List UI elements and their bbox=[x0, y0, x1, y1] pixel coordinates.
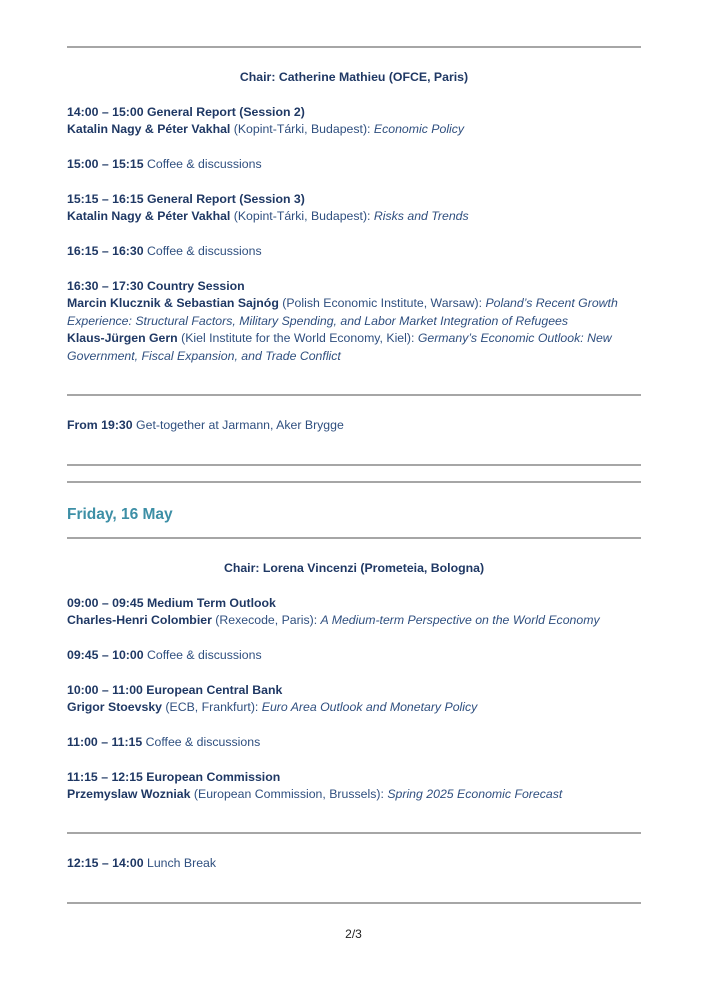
divider bbox=[67, 394, 641, 396]
session-title: 11:15 – 12:15 European Commission bbox=[67, 770, 281, 784]
talk-title: Economic Policy bbox=[373, 122, 465, 136]
speaker-names: Przemyslaw Wozniak bbox=[67, 787, 191, 801]
coffee-break bbox=[67, 156, 667, 173]
chair-line: Chair: Catherine Mathieu (OFCE, Paris) bbox=[239, 70, 469, 84]
speaker-names: Charles-Henri Colombier bbox=[67, 613, 212, 627]
session-title: 10:00 – 11:00 European Central Bank bbox=[67, 683, 283, 697]
day-heading: Friday, 16 May bbox=[67, 506, 173, 523]
session-speaker-line bbox=[67, 295, 667, 312]
divider bbox=[67, 902, 641, 904]
divider bbox=[67, 464, 641, 466]
speaker-affiliation: (Kopint-Tárki, Budapest): bbox=[230, 209, 374, 223]
talk-title: Risks and Trends bbox=[373, 209, 469, 223]
session-speaker-line bbox=[67, 786, 667, 803]
break-label: Lunch Break bbox=[143, 856, 217, 870]
talk-title-continued: Experience: Structural Factors, Military Spending, and Labor Market Integration of Refugees bbox=[67, 314, 569, 328]
session-speaker-line bbox=[67, 330, 667, 347]
page-number: 2/3 bbox=[345, 927, 362, 941]
talk-title: Poland’s Recent Growth bbox=[485, 296, 618, 310]
divider bbox=[67, 537, 641, 539]
session-title: 16:30 – 17:30 Country Session bbox=[67, 279, 245, 293]
coffee-break bbox=[67, 243, 667, 260]
divider bbox=[67, 832, 641, 834]
speaker-affiliation: (Rexecode, Paris): bbox=[211, 613, 321, 627]
session-title: 14:00 – 15:00 General Report (Session 2) bbox=[67, 105, 305, 119]
coffee-break bbox=[67, 647, 667, 664]
break-label: Coffee & discussions bbox=[143, 648, 262, 662]
break-time: 16:15 – 16:30 bbox=[67, 244, 144, 258]
break-time: 11:00 – 11:15 bbox=[67, 735, 143, 749]
speaker-names: Katalin Nagy & Péter Vakhal bbox=[67, 122, 231, 136]
speaker-affiliation: (ECB, Frankfurt): bbox=[162, 700, 262, 714]
break-time: 12:15 – 14:00 bbox=[67, 856, 144, 870]
chair-line: Chair: Lorena Vincenzi (Prometeia, Bologna) bbox=[223, 561, 485, 575]
break-label: Coffee & discussions bbox=[143, 244, 262, 258]
talk-title-continued: Government, Fiscal Expansion, and Trade Conflict bbox=[67, 349, 341, 363]
event-label: Get-together at Jarmann, Aker Brygge bbox=[132, 418, 344, 432]
break-label: Coffee & discussions bbox=[143, 157, 262, 171]
speaker-affiliation: (European Commission, Brussels): bbox=[190, 787, 388, 801]
speaker-affiliation: (Polish Economic Institute, Warsaw): bbox=[278, 296, 486, 310]
session-speaker-line bbox=[67, 208, 667, 225]
break-label: Coffee & discussions bbox=[142, 735, 261, 749]
break-time: 09:45 – 10:00 bbox=[67, 648, 144, 662]
break-time: 15:00 – 15:15 bbox=[67, 157, 144, 171]
session-speaker-line bbox=[67, 699, 667, 716]
evening-event bbox=[67, 417, 667, 434]
lunch-break bbox=[67, 855, 667, 872]
divider bbox=[67, 46, 641, 48]
talk-title: A Medium-term Perspective on the World Economy bbox=[320, 613, 600, 627]
event-time: From 19:30 bbox=[67, 418, 133, 432]
coffee-break bbox=[67, 734, 667, 751]
speaker-names: Marcin Klucznik & Sebastian Sajnóg bbox=[67, 296, 279, 310]
speaker-names: Klaus-Jürgen Gern bbox=[67, 331, 178, 345]
session-speaker-line bbox=[67, 612, 667, 629]
talk-title: Spring 2025 Economic Forecast bbox=[387, 787, 563, 801]
session-title: 15:15 – 16:15 General Report (Session 3) bbox=[67, 192, 305, 206]
session-speaker-line bbox=[67, 121, 667, 138]
talk-title: Euro Area Outlook and Monetary Policy bbox=[261, 700, 478, 714]
session-title: 09:00 – 09:45 Medium Term Outlook bbox=[67, 596, 276, 610]
talk-title: Germany’s Economic Outlook: New bbox=[417, 331, 612, 345]
speaker-affiliation: (Kiel Institute for the World Economy, Kiel): bbox=[177, 331, 418, 345]
speaker-names: Katalin Nagy & Péter Vakhal bbox=[67, 209, 231, 223]
speaker-affiliation: (Kopint-Tárki, Budapest): bbox=[230, 122, 374, 136]
speaker-names: Grigor Stoevsky bbox=[67, 700, 162, 714]
divider bbox=[67, 481, 641, 483]
